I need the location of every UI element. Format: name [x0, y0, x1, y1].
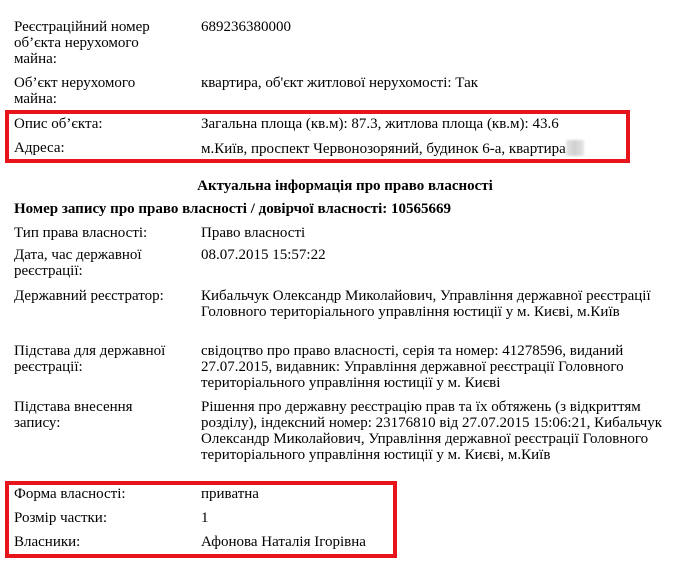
- entry-basis-label: Підстава внесення запису:: [14, 399, 133, 431]
- address-label: Адреса:: [14, 140, 65, 156]
- owners-value: Афонова Наталія Ігорівна: [201, 534, 366, 550]
- reg-date-label: Дата, час державної реєстрації:: [14, 247, 142, 279]
- description-value: Загальна площа (кв.м): 87.3, житлова площа (кв.м): 43.6: [201, 116, 559, 132]
- entry-basis-value: Рішення про державну реєстрацію прав та їх обтяжень (з відкриттям розділу), індексний номер: 23176810 від 27.07.2015 15:06:21, Кибальчук Олександр Миколайович, Управління державної реєстрації Головного територіального управління юстиції у м. Києві, м.Київ: [201, 399, 663, 463]
- address-value: м.Київ, проспект Червонозоряний, будинок 6-а, квартира: [201, 141, 566, 157]
- registrar-label: Державний реєстратор:: [14, 288, 164, 304]
- reg-number-value: 689236380000: [201, 19, 291, 35]
- reg-number-label: Реєстраційний номер об’єкта нерухомого майна:: [14, 19, 150, 67]
- basis-value: свідоцтво про право власності, серія та номер: 41278596, виданий 27.07.2015, видавник: Управління державної реєстрації Головного територіального управління юстиції у м. Києві: [201, 343, 624, 391]
- ownership-record-heading: Номер запису про право власності / довірчої власності: 10565669: [14, 201, 452, 217]
- form-value: приватна: [201, 486, 259, 502]
- highlight-box-ownership-details: [5, 481, 397, 558]
- share-value: 1: [201, 510, 209, 526]
- basis-label: Підстава для державної реєстрації:: [14, 343, 166, 375]
- object-type-label: Об’єкт нерухомого майна:: [14, 75, 136, 107]
- owners-label: Власники:: [14, 534, 81, 550]
- form-label: Форма власності:: [14, 486, 126, 502]
- description-label: Опис об’єкта:: [14, 116, 103, 132]
- ownership-section-title: Актуальна інформація про право власності: [197, 178, 493, 194]
- share-label: Розмір частки:: [14, 510, 107, 526]
- registrar-value: Кибальчук Олександр Миколайович, Управління державної реєстрації Головного територіального управління юстиції у м. Києві, м.Київ: [201, 288, 651, 320]
- object-type-value: квартира, об'єкт житлової нерухомості: Так: [201, 75, 479, 91]
- right-type-label: Тип права власності:: [14, 225, 148, 241]
- highlight-box-description-address: [5, 110, 630, 163]
- right-type-value: Право власності: [201, 225, 306, 241]
- reg-date-value: 08.07.2015 15:57:22: [201, 247, 326, 263]
